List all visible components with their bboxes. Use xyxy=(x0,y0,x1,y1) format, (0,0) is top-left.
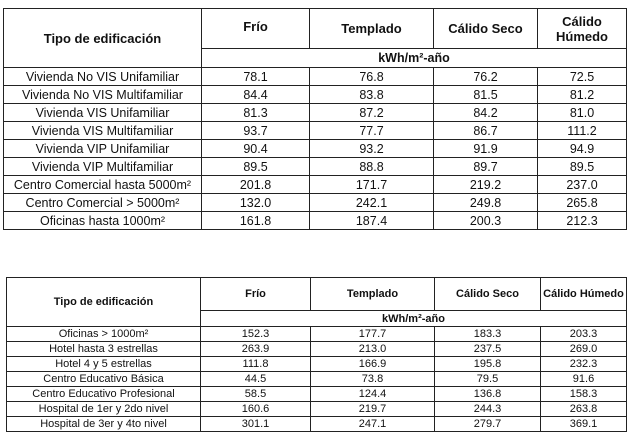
value-cell: 111.8 xyxy=(201,357,311,372)
header-type: Tipo de edificación xyxy=(7,278,201,327)
row-label: Hotel hasta 3 estrellas xyxy=(7,342,201,357)
value-cell: 195.8 xyxy=(435,357,541,372)
value-cell: 269.0 xyxy=(541,342,627,357)
table-row xyxy=(7,327,627,342)
value-cell: 237.5 xyxy=(435,342,541,357)
table-row xyxy=(7,372,627,387)
value-cell: 124.4 xyxy=(311,387,435,402)
table-row xyxy=(4,158,627,176)
value-cell: 81.0 xyxy=(538,104,627,122)
header-calido-seco: Cálido Seco xyxy=(435,278,541,311)
row-label: Hotel 4 y 5 estrellas xyxy=(7,357,201,372)
value-cell: 84.4 xyxy=(202,86,310,104)
row-label: Hospital de 3er y 4to nivel xyxy=(7,417,201,432)
value-cell: 91.9 xyxy=(434,140,538,158)
table-row xyxy=(4,68,627,86)
row-label: Centro Comercial > 5000m² xyxy=(4,194,202,212)
header-calido-humedo: Cálido Húmedo xyxy=(538,9,627,49)
value-cell: 88.8 xyxy=(310,158,434,176)
value-cell: 212.3 xyxy=(538,212,627,230)
value-cell: 79.5 xyxy=(435,372,541,387)
value-cell: 263.8 xyxy=(541,402,627,417)
table-row xyxy=(7,357,627,372)
value-cell: 152.3 xyxy=(201,327,311,342)
unit-label: kWh/m²-año xyxy=(201,311,627,327)
header-frio: Frío xyxy=(202,9,310,49)
value-cell: 183.3 xyxy=(435,327,541,342)
value-cell: 81.5 xyxy=(434,86,538,104)
energy-table-2 xyxy=(6,277,627,432)
value-cell: 265.8 xyxy=(538,194,627,212)
value-cell: 166.9 xyxy=(311,357,435,372)
value-cell: 90.4 xyxy=(202,140,310,158)
header-calido-humedo: Cálido Húmedo xyxy=(541,278,627,311)
row-label: Vivienda VIP Multifamiliar xyxy=(4,158,202,176)
value-cell: 89.7 xyxy=(434,158,538,176)
table-row xyxy=(4,176,627,194)
table-row xyxy=(7,402,627,417)
table-row xyxy=(7,342,627,357)
value-cell: 44.5 xyxy=(201,372,311,387)
header-type: Tipo de edificación xyxy=(4,9,202,68)
table-row xyxy=(4,194,627,212)
value-cell: 87.2 xyxy=(310,104,434,122)
value-cell: 93.2 xyxy=(310,140,434,158)
value-cell: 89.5 xyxy=(202,158,310,176)
table-row xyxy=(4,86,627,104)
value-cell: 177.7 xyxy=(311,327,435,342)
row-label: Oficinas hasta 1000m² xyxy=(4,212,202,230)
table-row xyxy=(4,104,627,122)
value-cell: 161.8 xyxy=(202,212,310,230)
row-label: Oficinas > 1000m² xyxy=(7,327,201,342)
table-row xyxy=(4,140,627,158)
value-cell: 232.3 xyxy=(541,357,627,372)
value-cell: 91.6 xyxy=(541,372,627,387)
header-templado: Templado xyxy=(310,9,434,49)
value-cell: 76.8 xyxy=(310,68,434,86)
row-label: Vivienda VIP Unifamiliar xyxy=(4,140,202,158)
value-cell: 83.8 xyxy=(310,86,434,104)
value-cell: 58.5 xyxy=(201,387,311,402)
value-cell: 237.0 xyxy=(538,176,627,194)
value-cell: 219.2 xyxy=(434,176,538,194)
row-label: Vivienda VIS Unifamiliar xyxy=(4,104,202,122)
value-cell: 84.2 xyxy=(434,104,538,122)
value-cell: 301.1 xyxy=(201,417,311,432)
value-cell: 213.0 xyxy=(311,342,435,357)
value-cell: 249.8 xyxy=(434,194,538,212)
value-cell: 200.3 xyxy=(434,212,538,230)
header-templado: Templado xyxy=(311,278,435,311)
unit-label: kWh/m²-año xyxy=(202,49,627,68)
table-row xyxy=(4,212,627,230)
value-cell: 158.3 xyxy=(541,387,627,402)
value-cell: 94.9 xyxy=(538,140,627,158)
row-label: Vivienda No VIS Unifamiliar xyxy=(4,68,202,86)
value-cell: 81.3 xyxy=(202,104,310,122)
value-cell: 219.7 xyxy=(311,402,435,417)
value-cell: 111.2 xyxy=(538,122,627,140)
value-cell: 247.1 xyxy=(311,417,435,432)
row-label: Hospital de 1er y 2do nivel xyxy=(7,402,201,417)
value-cell: 187.4 xyxy=(310,212,434,230)
value-cell: 81.2 xyxy=(538,86,627,104)
table-row xyxy=(7,417,627,432)
value-cell: 242.1 xyxy=(310,194,434,212)
row-label: Centro Educativo Profesional xyxy=(7,387,201,402)
value-cell: 160.6 xyxy=(201,402,311,417)
value-cell: 369.1 xyxy=(541,417,627,432)
value-cell: 77.7 xyxy=(310,122,434,140)
value-cell: 263.9 xyxy=(201,342,311,357)
value-cell: 86.7 xyxy=(434,122,538,140)
value-cell: 73.8 xyxy=(311,372,435,387)
value-cell: 72.5 xyxy=(538,68,627,86)
table-row xyxy=(4,122,627,140)
header-calido-seco: Cálido Seco xyxy=(434,9,538,49)
value-cell: 76.2 xyxy=(434,68,538,86)
row-label: Vivienda No VIS Multifamiliar xyxy=(4,86,202,104)
value-cell: 171.7 xyxy=(310,176,434,194)
value-cell: 201.8 xyxy=(202,176,310,194)
row-label: Centro Educativo Básica xyxy=(7,372,201,387)
value-cell: 78.1 xyxy=(202,68,310,86)
value-cell: 203.3 xyxy=(541,327,627,342)
value-cell: 244.3 xyxy=(435,402,541,417)
value-cell: 89.5 xyxy=(538,158,627,176)
value-cell: 132.0 xyxy=(202,194,310,212)
value-cell: 136.8 xyxy=(435,387,541,402)
header-frio: Frío xyxy=(201,278,311,311)
row-label: Vivienda VIS Multifamiliar xyxy=(4,122,202,140)
value-cell: 279.7 xyxy=(435,417,541,432)
value-cell: 93.7 xyxy=(202,122,310,140)
energy-table-1 xyxy=(3,8,627,230)
row-label: Centro Comercial hasta 5000m² xyxy=(4,176,202,194)
table-row xyxy=(7,387,627,402)
